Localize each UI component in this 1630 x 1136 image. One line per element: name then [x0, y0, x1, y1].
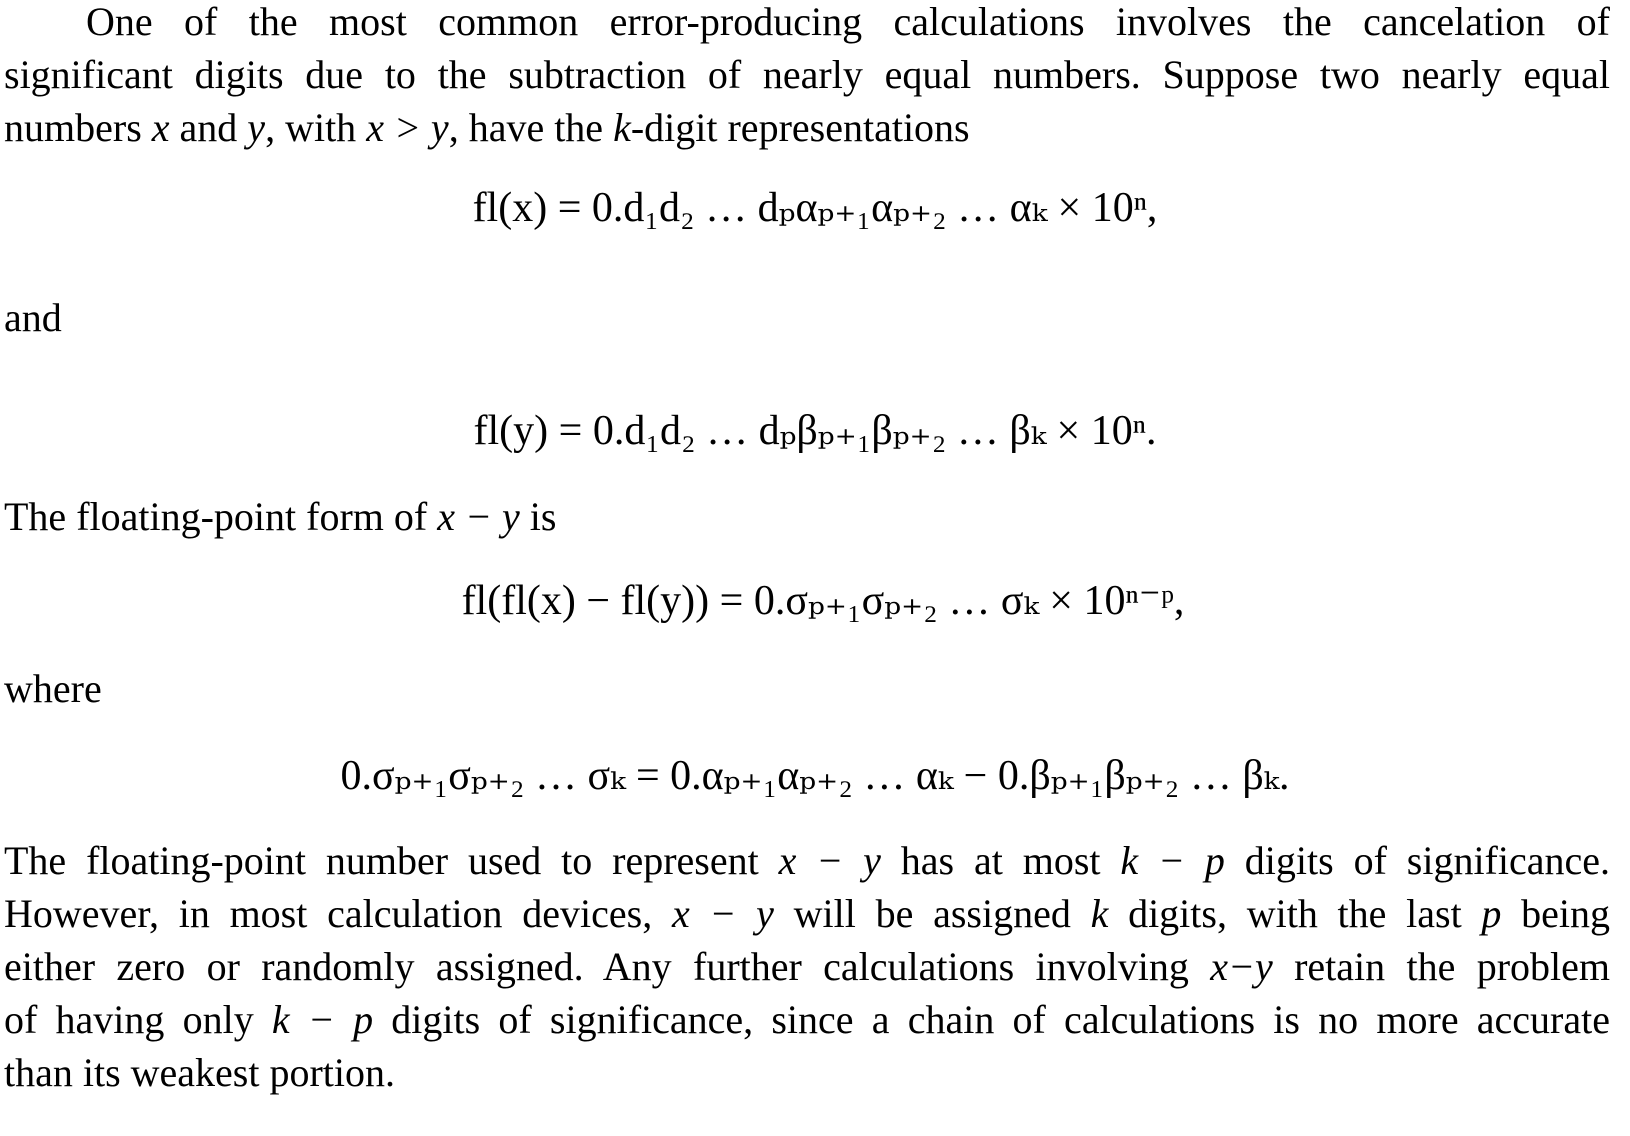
paragraph-intro — [4, 0, 1610, 154]
math-var-k: k — [1090, 891, 1109, 936]
math-var-k: k — [613, 105, 631, 150]
text-run: However, in most calculation devices, — [4, 891, 672, 936]
text-run: retain the problem — [1272, 944, 1610, 989]
math-expression: k − p — [271, 997, 374, 1042]
text-run: , have the — [448, 105, 614, 150]
math-expression: x − y — [437, 494, 520, 539]
line-floating-point-form — [4, 490, 556, 543]
equation-fl-x: fl(x) = 0.d₁d₂ … dₚαₚ₊₁αₚ₊₂ … αₖ × 10ⁿ, — [472, 185, 1158, 231]
math-var-x: x — [151, 105, 170, 150]
text-run: numbers — [4, 105, 152, 150]
equation-sigma-definition: 0.σₚ₊₁σₚ₊₂ … σₖ = 0.αₚ₊₁αₚ₊₂ … αₖ − 0.βₚ₊₁βₚ₊₂ … βₖ. — [340, 753, 1290, 799]
text-run: of having only — [4, 997, 272, 1042]
math-expression: x−y — [1210, 944, 1273, 989]
text-run: being — [1501, 891, 1611, 936]
math-var-y: y — [247, 105, 266, 150]
word-where: where — [4, 666, 102, 711]
math-expression: k − p — [1120, 838, 1225, 883]
paragraph-intro-line-3 — [4, 101, 1610, 154]
paragraph-intro-line-1: One of the most common error-producing calculations involves the cancelation of — [86, 0, 1610, 44]
text-run: The floating-point number used to represent — [4, 838, 779, 883]
equation-fl-difference: fl(fl(x) − fl(y)) = 0.σₚ₊₁σₚ₊₂ … σₖ × 10ⁿ⁻ᵖ, — [461, 578, 1185, 624]
paragraph-intro-line-2: significant digits due to the subtraction of nearly equal numbers. Suppose two nearly equal — [4, 52, 1610, 97]
paragraph-conclusion-line-5: than its weakest portion. — [4, 1050, 396, 1095]
paragraph-conclusion — [4, 834, 1610, 1099]
paragraph-conclusion-line-2 — [4, 887, 1610, 940]
math-inequality: x > y — [366, 105, 449, 150]
text-run: is — [519, 494, 557, 539]
paragraph-conclusion-line-1 — [4, 834, 1610, 887]
text-run: either zero or randomly assigned. Any further calculations involving — [4, 944, 1211, 989]
math-expression: x − y — [778, 838, 881, 883]
text-run: and — [169, 105, 248, 150]
equation-fl-y: fl(y) = 0.d₁d₂ … dₚβₚ₊₁βₚ₊₂ … βₖ × 10ⁿ. — [473, 408, 1157, 454]
text-run: has at most — [880, 838, 1121, 883]
text-run: , with — [265, 105, 367, 150]
paragraph-conclusion-line-4 — [4, 993, 1610, 1046]
text-run: digits of significance, since a chain of calculations is no more accurate — [373, 997, 1610, 1042]
paragraph-conclusion-line-3 — [4, 940, 1610, 993]
text-run: will be assigned — [773, 891, 1091, 936]
text-run: The floating-point form of — [4, 494, 438, 539]
text-run: -digit representations — [630, 105, 970, 150]
math-var-p: p — [1481, 891, 1502, 936]
word-and: and — [4, 295, 62, 340]
text-run: digits of significance. — [1224, 838, 1611, 883]
text-run: digits, with the last — [1108, 891, 1482, 936]
math-expression: x − y — [671, 891, 774, 936]
